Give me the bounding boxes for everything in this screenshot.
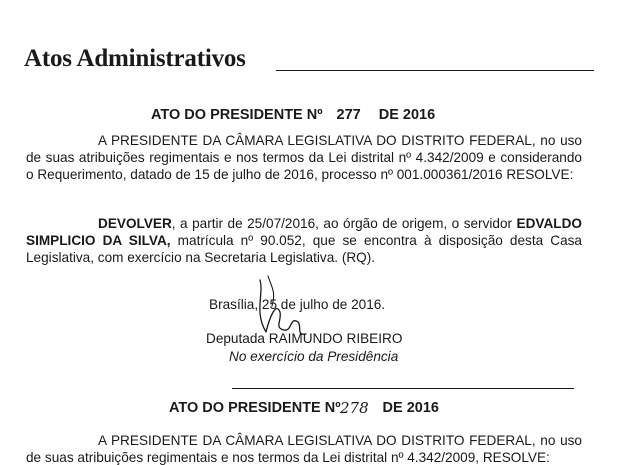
act-2-heading [169, 399, 439, 417]
act-1-heading [151, 106, 435, 124]
act-2-number: 278 [340, 399, 369, 417]
act-1-resolution-part2: matrícula nº 90.052, que se encontra à disposição desta Casa Legislativa, com exercício na Secretaria Legislativa. (RQ). [26, 233, 582, 265]
act-2-year: DE 2016 [382, 400, 439, 416]
act-2-preamble [26, 432, 582, 465]
act-1-resolution-verb: DEVOLVER [98, 216, 172, 231]
act-1-preamble [26, 132, 582, 183]
act-2-preamble-text: A PRESIDENTE DA CÂMARA LEGISLATIVA DO DISTRITO FEDERAL, no uso de suas atribuições regimentais e nos termos da Lei distrital nº 4.342/2009, RESOLVE: [26, 433, 582, 465]
act-1-year: DE 2016 [378, 107, 436, 123]
act-1-server-name: EDVALDO SIMPLICIO DA SILVA, [26, 216, 582, 248]
act-1-signatory-role: No exercício da Presidência [229, 349, 399, 364]
act-1-place: Brasília, [209, 297, 259, 312]
act-1-resolution [26, 215, 582, 266]
act-1-number: 277 [336, 107, 361, 123]
act-1-day: 25 [261, 297, 278, 312]
act-2-number-handwritten [339, 398, 379, 418]
act-1-date-rest: de julho de 2016. [280, 297, 386, 312]
title-underline [276, 70, 594, 71]
act-1-heading-prefix: ATO DO PRESIDENTE Nº [151, 107, 323, 123]
act-separator-rule [232, 388, 574, 389]
act-1-resolution-part1: , a partir de 25/07/2016, ao órgão de origem, o servidor [171, 216, 513, 231]
act-1-preamble-text: A PRESIDENTE DA CÂMARA LEGISLATIVA DO DISTRITO FEDERAL, no uso de suas atribuições regimentais e nos termos da Lei distrital nº 4.342/2009 e considerando o Requerimento, datado de 15 de julho de 2016, processo nº 001.000361/2016 RESOLVE: [26, 133, 582, 182]
act-2-heading-prefix: ATO DO PRESIDENTE Nº [169, 400, 341, 416]
section-title: Atos Administrativos [24, 45, 246, 72]
act-1-signatory: Deputada RAIMUNDO RIBEIRO [206, 331, 403, 346]
